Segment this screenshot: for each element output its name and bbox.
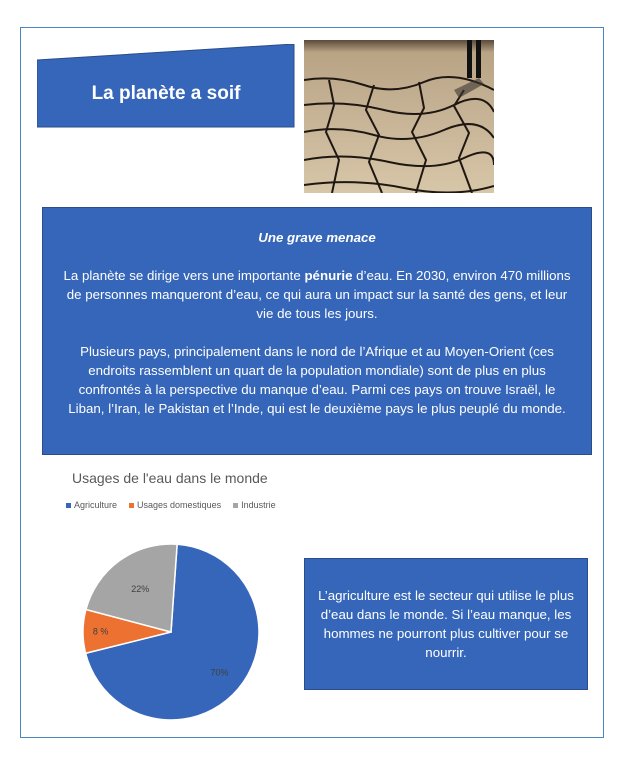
legend-swatch (233, 503, 238, 508)
paragraph-1-text-b: d’eau. En 2030, environ 470 millions de personnes manqueront d’eau, ce qui aura un impact sur la santé des gens, et leur vie de tous les jours. (66, 268, 571, 321)
pie-data-label: 8 % (92, 626, 109, 637)
legend-label: Industrie (241, 500, 276, 510)
section-heading: Une grave menace (258, 230, 376, 245)
legend-item-domestic (129, 500, 221, 510)
legend-item-industry (233, 500, 276, 510)
chart-legend (66, 500, 276, 510)
legend-label: Agriculture (74, 500, 118, 510)
legend-swatch (129, 503, 134, 508)
title-banner (37, 44, 295, 128)
side-text-box (304, 558, 588, 690)
legend-label: Usages domestiques (137, 500, 222, 510)
chart-title: Usages de l'eau dans le monde (72, 470, 268, 486)
pie-data-label: 70% (210, 667, 229, 678)
legend-swatch (66, 503, 71, 508)
pie-chart (82, 543, 260, 721)
legend-item-agriculture (66, 500, 117, 510)
paragraph-1-text-a: La planète se dirige vers une importante (63, 268, 305, 283)
paragraph-1-bold: pénurie (304, 268, 353, 283)
paragraph-2: Plusieurs pays, principalement dans le nord de l’Afrique et au Moyen-Orient (ces endroits rassemblent un quart de la population mondiale) sont de plus en plus confrontés à la perspective du manque d’eau. Parmi ces pays on trouve Israël, le Liban, l’Iran, le Pakistan et l’Inde, qui est le deuxième pays le plus peuplé du monde. (68, 344, 566, 416)
cracked-earth-image (304, 40, 494, 193)
side-text: L’agriculture est le secteur qui utilise le plus d’eau dans le monde. Si l’eau manque, les hommes ne pourront plus cultiver pour se nourrir. (318, 588, 574, 660)
main-text-box (42, 207, 592, 455)
pie-data-label: 22% (131, 584, 150, 595)
page-title: La planète a soif (91, 83, 241, 104)
paragraph-1 (61, 266, 573, 323)
